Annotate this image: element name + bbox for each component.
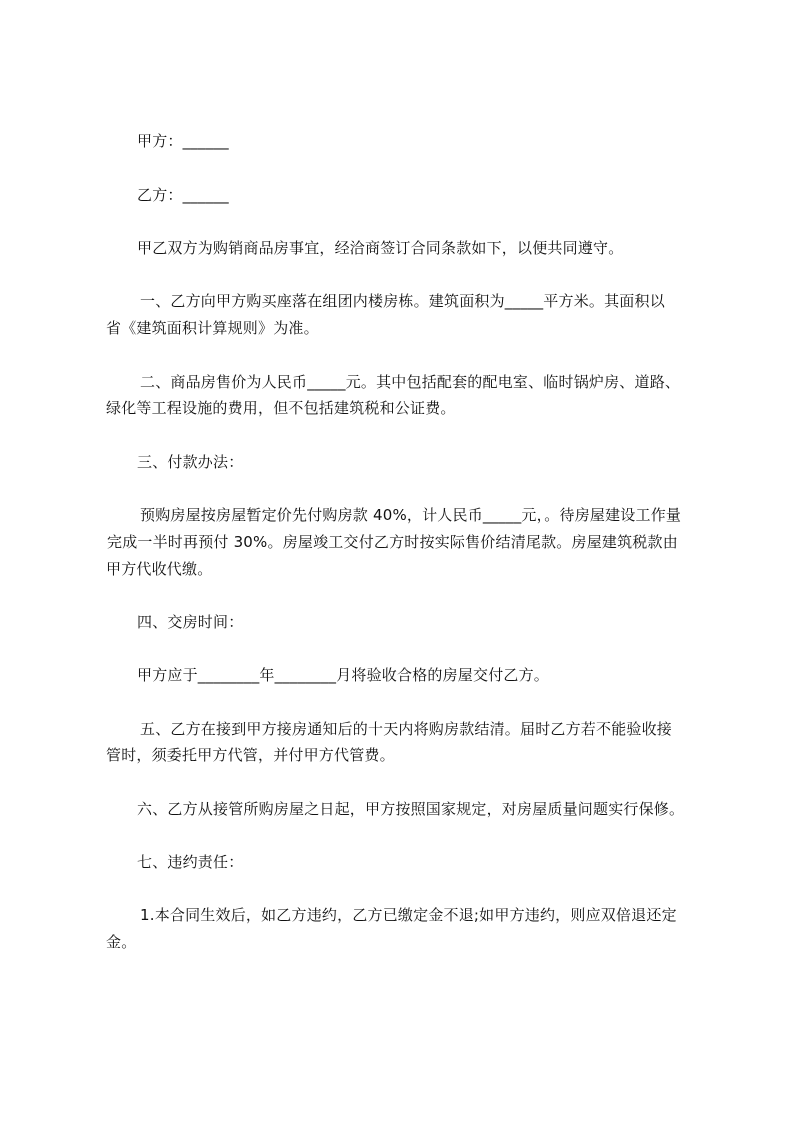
clause-6-line-1: 六、乙方从接管所购房屋之日起，甲方按照国家规定，对房屋质量问题实行保修。: [137, 800, 685, 818]
clause-3-line-2: 完成一半时再预付 30%。房屋竣工交付乙方时按实际售价结清尾款。房屋建筑税款由: [107, 533, 678, 551]
clause-4-line-1: 甲方应于________年________月将验收合格的房屋交付乙方。: [137, 666, 550, 684]
clause-5-line-1: 五、乙方在接到甲方接房通知后的十天内将购房款结清。届时乙方若不能验收接: [140, 720, 673, 738]
clause-4-heading: 四、交房时间：: [137, 613, 244, 631]
party-a-line: 甲方：______: [137, 132, 229, 150]
clause-7-item-1-line-1: 1.本合同生效后，如乙方违约，乙方已缴定金不退;如甲方违约，则应双倍退还定: [140, 906, 677, 924]
clause-7-heading: 七、违约责任：: [137, 853, 244, 871]
clause-3-line-3: 甲方代收代缴。: [106, 560, 213, 578]
clause-2-line-1: 二、商品房售价为人民币_____元。其中包括配套的配电室、临时锅炉房、道路、: [140, 373, 681, 391]
clause-1-line-2: 省《建筑面积计算规则》为准。: [106, 319, 319, 337]
clause-3-heading: 三、付款办法：: [137, 453, 244, 471]
clause-2-line-2: 绿化等工程设施的费用，但不包括建筑税和公证费。: [106, 399, 456, 417]
clause-7-item-1-line-2: 金。: [106, 933, 137, 951]
party-b-line: 乙方：______: [137, 186, 229, 204]
clause-1-line-1: 一、乙方向甲方购买座落在组团内楼房栋。建筑面积为_____平方米。其面积以: [140, 292, 665, 310]
intro-paragraph: 甲乙双方为购销商品房事宜，经洽商签订合同条款如下，以便共同遵守。: [137, 239, 624, 257]
clause-5-line-2: 管时，须委托甲方代管，并付甲方代管费。: [106, 746, 395, 764]
clause-3-line-1: 预购房屋按房屋暂定价先付购房款 40%，计人民币_____元，。待房屋建设工作量: [140, 506, 682, 524]
